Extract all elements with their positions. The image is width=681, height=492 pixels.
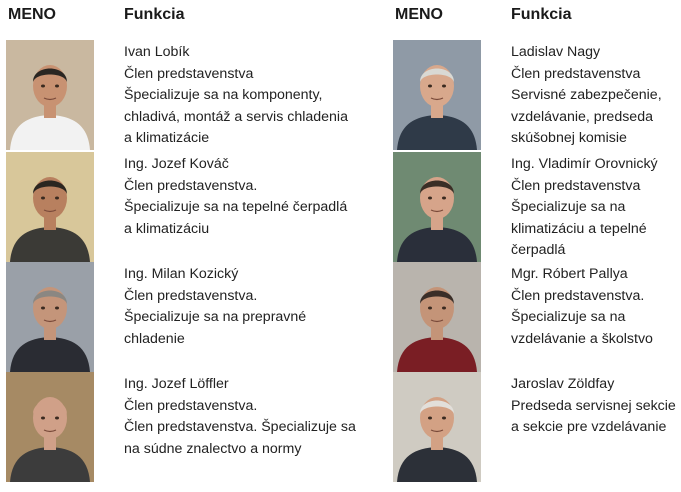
header-funkcia: Funkcia <box>511 6 572 23</box>
member-function-line: a sekcie pre vzdelávanie <box>511 419 667 435</box>
member-photo <box>6 152 94 262</box>
portrait-image <box>6 262 94 372</box>
portrait-image <box>6 40 94 150</box>
member-name: Ivan Lobík <box>124 44 190 60</box>
member-info <box>511 154 681 262</box>
member-name: Mgr. Róbert Pallya <box>511 266 628 282</box>
member-function-line: Člen predstavenstva <box>124 65 254 82</box>
member-info <box>511 374 681 439</box>
member-info <box>124 154 348 240</box>
member-function-line: Člen predstavenstva. <box>124 177 258 194</box>
member-function-line: na súdne znalectvo a normy <box>124 440 302 457</box>
portrait-image <box>6 372 94 482</box>
member-photo <box>393 152 481 262</box>
member-function-line: Člen predstavenstva <box>511 177 641 194</box>
member-function-line: Špecializuje sa na prepravné <box>124 309 307 325</box>
member-function-line: vzdelávanie a školstvo <box>511 330 653 347</box>
member-photo <box>6 40 94 150</box>
member-name: Ing. Jozef Löffler <box>124 376 229 392</box>
member-info <box>124 264 314 350</box>
member-function-line: chladenie <box>124 330 185 347</box>
header-funkcia: Funkcia <box>124 6 185 23</box>
member-photo <box>393 40 481 150</box>
member-function-line: skúšobnej komisie <box>511 130 627 146</box>
member-photo <box>6 372 94 482</box>
portrait-image <box>393 262 481 372</box>
header-meno: MENO <box>8 6 56 23</box>
portrait-image <box>393 152 481 262</box>
member-function-line: Člen predstavenstva. <box>124 397 258 414</box>
member-function-line: Špecializuje sa na komponenty, <box>124 87 323 103</box>
member-name: Ing. Jozef Kováč <box>124 156 229 172</box>
member-function-line: a klimatizáciu <box>124 220 210 237</box>
member-function-line: Predseda servisnej sekcie <box>511 397 676 414</box>
member-function-line: Špecializuje sa na <box>511 199 626 215</box>
member-function-line: a klimatizácie <box>124 130 210 146</box>
member-info <box>511 42 681 150</box>
member-photo <box>393 262 481 372</box>
member-name: Jaroslav Zöldfay <box>511 376 615 392</box>
member-function-line: vzdelávanie, predseda <box>511 108 653 125</box>
header-meno: MENO <box>395 6 443 23</box>
member-function-line: Člen predstavenstva. <box>511 287 645 304</box>
member-info <box>124 42 348 150</box>
member-function-line: Špecializuje sa na tepelné čerpadlá <box>124 199 348 215</box>
member-name: Ing. Vladimír Orovnický <box>511 156 658 172</box>
member-name: Ladislav Nagy <box>511 44 601 60</box>
portrait-image <box>393 372 481 482</box>
portrait-image <box>393 40 481 150</box>
member-photo <box>6 262 94 372</box>
member-info <box>511 264 681 350</box>
member-function-line: Člen predstavenstva. <box>124 287 258 304</box>
member-name: Ing. Milan Kozický <box>124 266 239 282</box>
member-function-line: chladivá, montáž a servis chladenia <box>124 108 348 125</box>
member-function-line: Člen predstavenstva. Špecializuje sa <box>124 419 356 435</box>
member-function-line: Špecializuje sa na <box>511 309 626 325</box>
member-function-line: Servisné zabezpečenie, <box>511 87 662 103</box>
portrait-image <box>6 152 94 262</box>
member-photo <box>393 372 481 482</box>
member-function-line: čerpadlá <box>511 242 566 258</box>
member-info <box>124 374 356 460</box>
member-function-line: Člen predstavenstva <box>511 65 641 82</box>
member-function-line: klimatizáciu a tepelné <box>511 220 647 237</box>
